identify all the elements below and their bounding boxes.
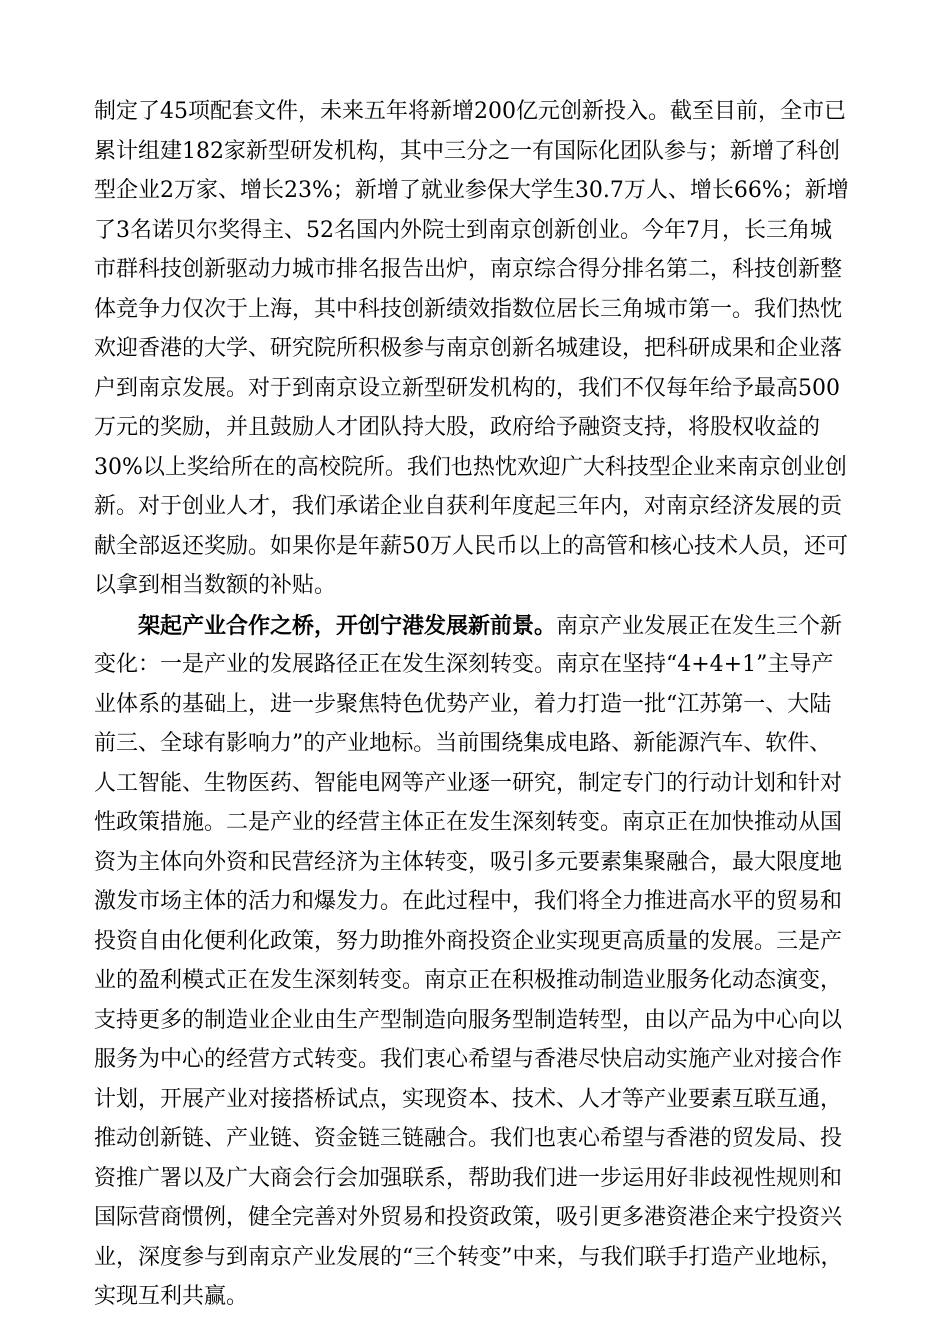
text-line: 市群科技创新驱动力城市排名报告出炉，南京综合得分排名第二，科技创新整	[94, 257, 843, 282]
text-line: 人工智能、生物医药、智能电网等产业逐一研究，制定专门的行动计划和针对	[94, 771, 843, 796]
text-line: 计划，开展产业对接搭桥试点，实现资本、技术、人才等产业要素互联互通，	[94, 1087, 843, 1112]
text-line: 实现互利共赢。	[94, 1284, 249, 1309]
text-line: 30%以上奖给所在的高校院所。我们也热忱欢迎广大科技型企业来南京创业创	[94, 455, 847, 480]
text-line: 服务为中心的经营方式转变。我们衷心希望与香港尽快启动实施产业对接合作	[94, 1047, 843, 1072]
text-line: 型企业2万家、增长23%；新增了就业参保大学生30.7万人、增长66%；新增	[94, 178, 849, 203]
text-line: 新。对于创业人才，我们承诺企业自获利年度起三年内，对南京经济发展的贡	[94, 494, 843, 519]
text-line: 体竞争力仅次于上海，其中科技创新绩效指数位居长三角城市第一。我们热忱	[94, 297, 843, 322]
text-line: 资推广署以及广大商会行会加强联系，帮助我们进一步运用好非歧视性规则和	[94, 1166, 843, 1191]
text-line: 激发市场主体的活力和爆发力。在此过程中，我们将全力推进高水平的贸易和	[94, 889, 843, 914]
text-line: 推动创新链、产业链、资金链三链融合。我们也衷心希望与香港的贸发局、投	[94, 1126, 843, 1151]
text-line: 性政策措施。二是产业的经营主体正在发生深刻转变。南京正在加快推动从国	[94, 810, 843, 835]
paragraph-text: 南京产业发展正在发生三个新	[556, 614, 843, 639]
text-line: 了3名诺贝尔奖得主、52名国内外院士到南京创新创业。今年7月，长三角城	[94, 218, 832, 243]
text-line: 前三、全球有影响力”的产业地标。当前围绕集成电路、新能源汽车、软件、	[94, 731, 832, 756]
text-line: 户到南京发展。对于到南京设立新型研发机构的，我们不仅每年给予最高500	[94, 376, 840, 401]
text-line: 变化：一是产业的发展路径正在发生深刻转变。南京在坚持“4+4+1”主导产	[94, 652, 834, 677]
text-line: 累计组建182家新型研发机构，其中三分之一有国际化团队参与；新增了科创	[94, 139, 840, 164]
text-line: 欢迎香港的大学、研究院所积极参与南京创新名城建设，把科研成果和企业落	[94, 336, 843, 361]
text-line: 业的盈利模式正在发生深刻转变。南京正在积极推动制造业服务化动态演变，	[94, 968, 843, 993]
text-line: 万元的奖励，并且鼓励人才团队持大股，政府给予融资支持，将股权收益的	[94, 415, 821, 440]
text-line: 献全部返还奖励。如果你是年薪50万人民币以上的高管和核心技术人员，还可	[94, 534, 848, 559]
paragraph-heading: 架起产业合作之桥，开创宁港发展新前景。	[138, 613, 557, 639]
text-line: 业体系的基础上，进一步聚焦特色优势产业，着力打造一批“江苏第一、大陆	[94, 692, 832, 717]
text-line: 国际营商惯例，健全完善对外贸易和投资政策，吸引更多港资港企来宁投资兴	[94, 1205, 843, 1230]
text-line: 支持更多的制造业企业由生产型制造向服务型制造转型，由以产品为中心向以	[94, 1008, 843, 1033]
text-line: 投资自由化便利化政策，努力助推外商投资企业实现更高质量的发展。三是产	[94, 929, 843, 954]
text-line: 资为主体向外资和民营经济为主体转变，吸引多元要素集聚融合，最大限度地	[94, 850, 843, 875]
text-line: 以拿到相当数额的补贴。	[94, 573, 337, 598]
text-line: 制定了45项配套文件，未来五年将新增200亿元创新投入。截至目前，全市已	[94, 99, 846, 124]
paragraph-first-line	[138, 606, 842, 646]
text-line: 业，深度参与到南京产业发展的“三个转变”中来，与我们联手打造产业地标，	[94, 1245, 843, 1270]
